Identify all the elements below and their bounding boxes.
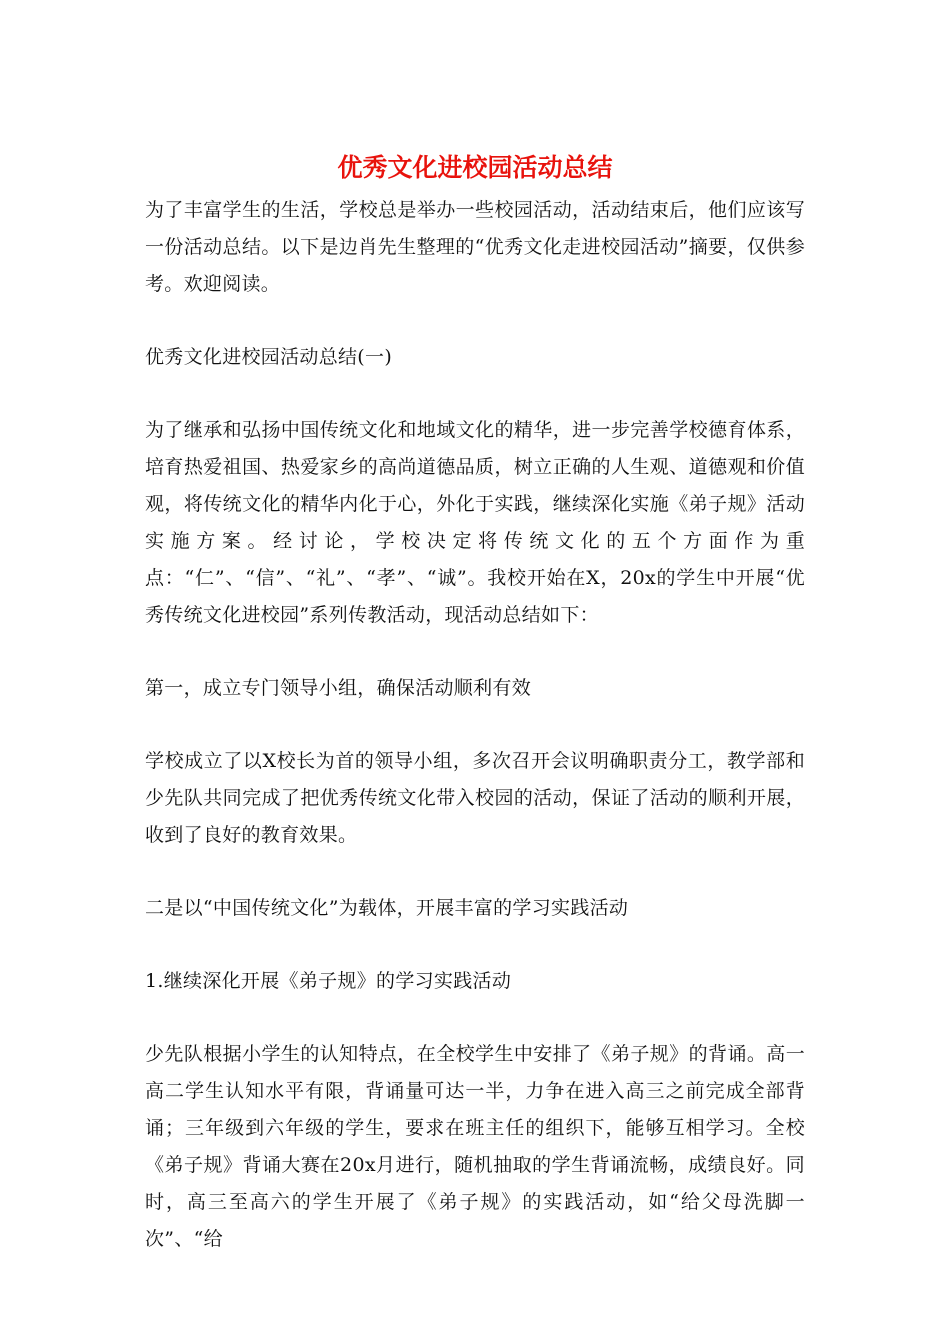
document-body	[145, 192, 805, 1258]
document-title: 优秀文化进校园活动总结	[337, 153, 613, 182]
intro-paragraph: 为了丰富学生的生活，学校总是举办一些校园活动，活动结束后，他们应该写一份活动总结。以下是边肖先生整理的“优秀文化走进校园活动”摘要，仅供参考。欢迎阅读。	[145, 199, 805, 295]
heading-2: 二是以“中国传统文化”为载体，开展丰富的学习实践活动	[145, 897, 629, 919]
section-heading: 优秀文化进校园活动总结(一)	[145, 346, 393, 368]
heading-3: 1.继续深化开展《弟子规》的学习实践活动	[145, 970, 512, 992]
paragraph-2: 学校成立了以X校长为首的领导小组，多次召开会议明确职责分工，教学部和少先队共同完成了把优秀传统文化带入校园的活动，保证了活动的顺利开展，收到了良好的教育效果。	[145, 750, 805, 846]
heading-1: 第一，成立专门领导小组，确保活动顺利有效	[145, 677, 532, 699]
paragraph-1: 为了继承和弘扬中国传统文化和地域文化的精华，进一步完善学校德育体系，培育热爱祖国、热爱家乡的高尚道德品质，树立正确的人生观、道德观和价值观，将传统文化的精华内化于心，外化于实践，继续深化实施《弟子规》活动实施方案。经讨论，学校决定将传统文化的五个方面作为重点：“仁”、“信”、“礼”、“孝”、“诚”。我校开始在X，20x的学生中开展“优秀传统文化进校园”系列传教活动，现活动总结如下：	[145, 419, 805, 626]
paragraph-3: 少先队根据小学生的认知特点，在全校学生中安排了《弟子规》的背诵。高一高二学生认知水平有限，背诵量可达一半，力争在进入高三之前完成全部背诵；三年级到六年级的学生，要求在班主任的组织下，能够互相学习。全校《弟子规》背诵大赛在20x月进行，随机抽取的学生背诵流畅，成绩良好。同时，高三至高六的学生开展了《弟子规》的实践活动，如“给父母洗脚一次”、“给	[145, 1043, 805, 1250]
